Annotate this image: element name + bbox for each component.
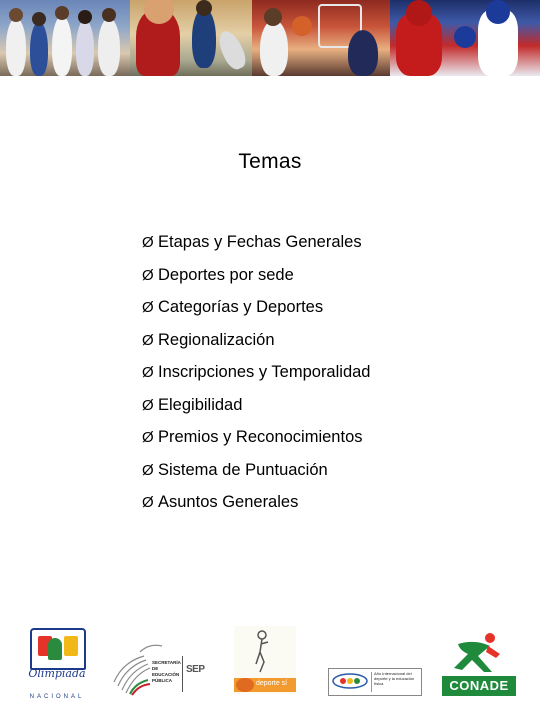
topic-label: Premios y Reconocimientos bbox=[158, 428, 363, 446]
arrow-bullet-icon: Ø bbox=[142, 299, 154, 316]
topic-label: Sistema de Puntuación bbox=[158, 460, 328, 479]
list-item bbox=[142, 392, 370, 425]
topic-label: Categorías y Deportes bbox=[158, 298, 324, 316]
conade-logo bbox=[442, 632, 516, 696]
topic-label: Etapas y Fechas Generales bbox=[158, 233, 362, 251]
list-item bbox=[142, 294, 370, 327]
topics-list bbox=[142, 229, 370, 522]
deporte-logo-text: deporte sí bbox=[256, 680, 288, 687]
arrow-bullet-icon: Ø bbox=[142, 396, 154, 414]
international-year-sport-logo bbox=[328, 668, 422, 696]
footer-logos bbox=[0, 620, 540, 700]
olimpiada-logo-text: Olimpiada bbox=[28, 667, 86, 680]
topic-label: Inscripciones y Temporalidad bbox=[158, 363, 371, 381]
topic-label: Regionalización bbox=[158, 330, 275, 349]
photo-young-athletes bbox=[0, 0, 130, 76]
slide-title: Temas bbox=[238, 150, 302, 173]
photo-girl-and-badminton bbox=[130, 0, 252, 76]
arrow-bullet-icon: Ø bbox=[142, 266, 154, 284]
arrow-bullet-icon: Ø bbox=[142, 461, 154, 479]
arrow-bullet-icon: Ø bbox=[142, 234, 154, 251]
arrow-bullet-icon: Ø bbox=[142, 331, 154, 349]
runner-icon bbox=[448, 632, 508, 674]
arrow-bullet-icon: Ø bbox=[142, 494, 154, 511]
olimpiada-nacional-logo bbox=[26, 628, 88, 700]
list-item bbox=[142, 359, 370, 392]
topic-label: Deportes por sede bbox=[158, 265, 294, 284]
list-item bbox=[142, 327, 370, 360]
list-item bbox=[142, 229, 370, 262]
conade-logo-text: CONADE bbox=[442, 676, 516, 696]
athlete-figure-icon bbox=[248, 630, 276, 674]
sep-logo-text: SECRETARÍA DE EDUCACIÓN PÚBLICA bbox=[152, 660, 181, 683]
photo-boxing bbox=[390, 0, 540, 76]
sep-logo bbox=[110, 638, 205, 696]
topic-label: Asuntos Generales bbox=[158, 493, 299, 511]
list-item bbox=[142, 457, 370, 490]
arrow-bullet-icon: Ø bbox=[142, 429, 154, 446]
olimpiada-logo-subtext: NACIONAL bbox=[29, 694, 85, 700]
list-item bbox=[142, 489, 370, 522]
international-year-text: Año Internacional del deporte y la educación física bbox=[374, 671, 415, 686]
arrow-bullet-icon: Ø bbox=[142, 364, 154, 381]
sport-year-badge-icon bbox=[331, 672, 369, 690]
topic-label: Elegibilidad bbox=[158, 395, 243, 414]
header-photo-banner bbox=[0, 0, 540, 76]
list-item bbox=[142, 424, 370, 457]
deporte-si-logo bbox=[234, 626, 296, 694]
list-item bbox=[142, 262, 370, 295]
photo-basketball bbox=[252, 0, 390, 76]
sep-abbreviation: SEP bbox=[186, 664, 205, 675]
